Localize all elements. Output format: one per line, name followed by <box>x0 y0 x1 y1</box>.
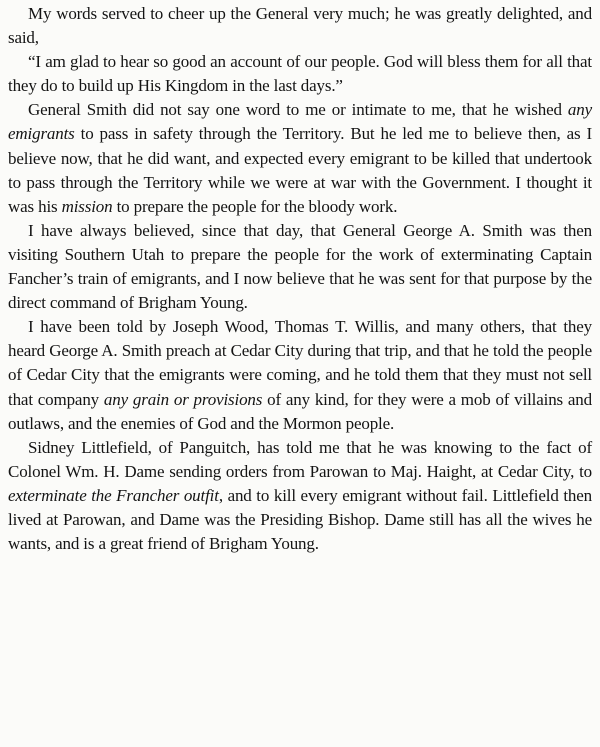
paragraph-text: , and to kill every emigrant without fail. Littlefield then lived at Parowan, and Dame was the Presiding Bishop. Dame still has all the wives he wants, and is a great friend of Brigham Young. <box>8 485 592 554</box>
paragraph-text: My words served to cheer up the General very much; he was greatly delighted, and said, <box>8 4 592 48</box>
emphasis-text: any grain or provisions <box>103 389 263 409</box>
emphasis-text: any emigrants <box>8 100 592 144</box>
paragraph-general-cheered <box>8 2 592 50</box>
paragraph-smith-mission <box>8 98 592 218</box>
paragraph-cedar-city-preaching <box>8 315 592 435</box>
paragraph-southern-utah <box>8 219 592 315</box>
paragraph-smith-quote <box>8 50 592 98</box>
paragraph-littlefield-orders <box>8 436 592 556</box>
emphasis-text: exterminate the Francher outfit <box>8 485 219 505</box>
paragraph-text: to prepare the people for the bloody work. <box>112 196 398 216</box>
paragraph-text: to pass in safety through the Territory. But he led me to believe then, as I believe now, that he did want, and expected every emigrant to be killed that undertook to pass through the Territory while we were at war with the Government. I thought it was his <box>8 124 592 216</box>
paragraph-text: I have been told by Joseph Wood, Thomas T. Willis, and many others, that they heard George A. Smith preach at Cedar City during that trip, and that he told the people of Cedar City that the emigrants were coming, and he told them that they must not sell that company <box>8 317 592 409</box>
quotation-text: “I am glad to hear so good an account of our people. God will bless them for all that they do to build up His Kingdom in the last days.” <box>8 52 592 96</box>
paragraph-text: I have always believed, since that day, that General George A. Smith was then visiting Southern Utah to prepare the people for the work of exterminating Captain Fancher’s train of emigrants, and I now believe that he was sent for that purpose by the direct command of Brigham Young. <box>8 220 592 313</box>
paragraph-text: of any kind, for they were a mob of villains and outlaws, and the enemies of God and the Mormon people. <box>8 389 592 433</box>
emphasis-text: mission <box>61 196 113 216</box>
paragraph-text: Sidney Littlefield, of Panguitch, has told me that he was knowing to the fact of Colonel Wm. H. Dame sending orders from Parowan to Maj. Haight, at Cedar City, to <box>8 437 592 481</box>
paragraph-text: General Smith did not say one word to me or intimate to me, that he wished <box>28 100 568 120</box>
